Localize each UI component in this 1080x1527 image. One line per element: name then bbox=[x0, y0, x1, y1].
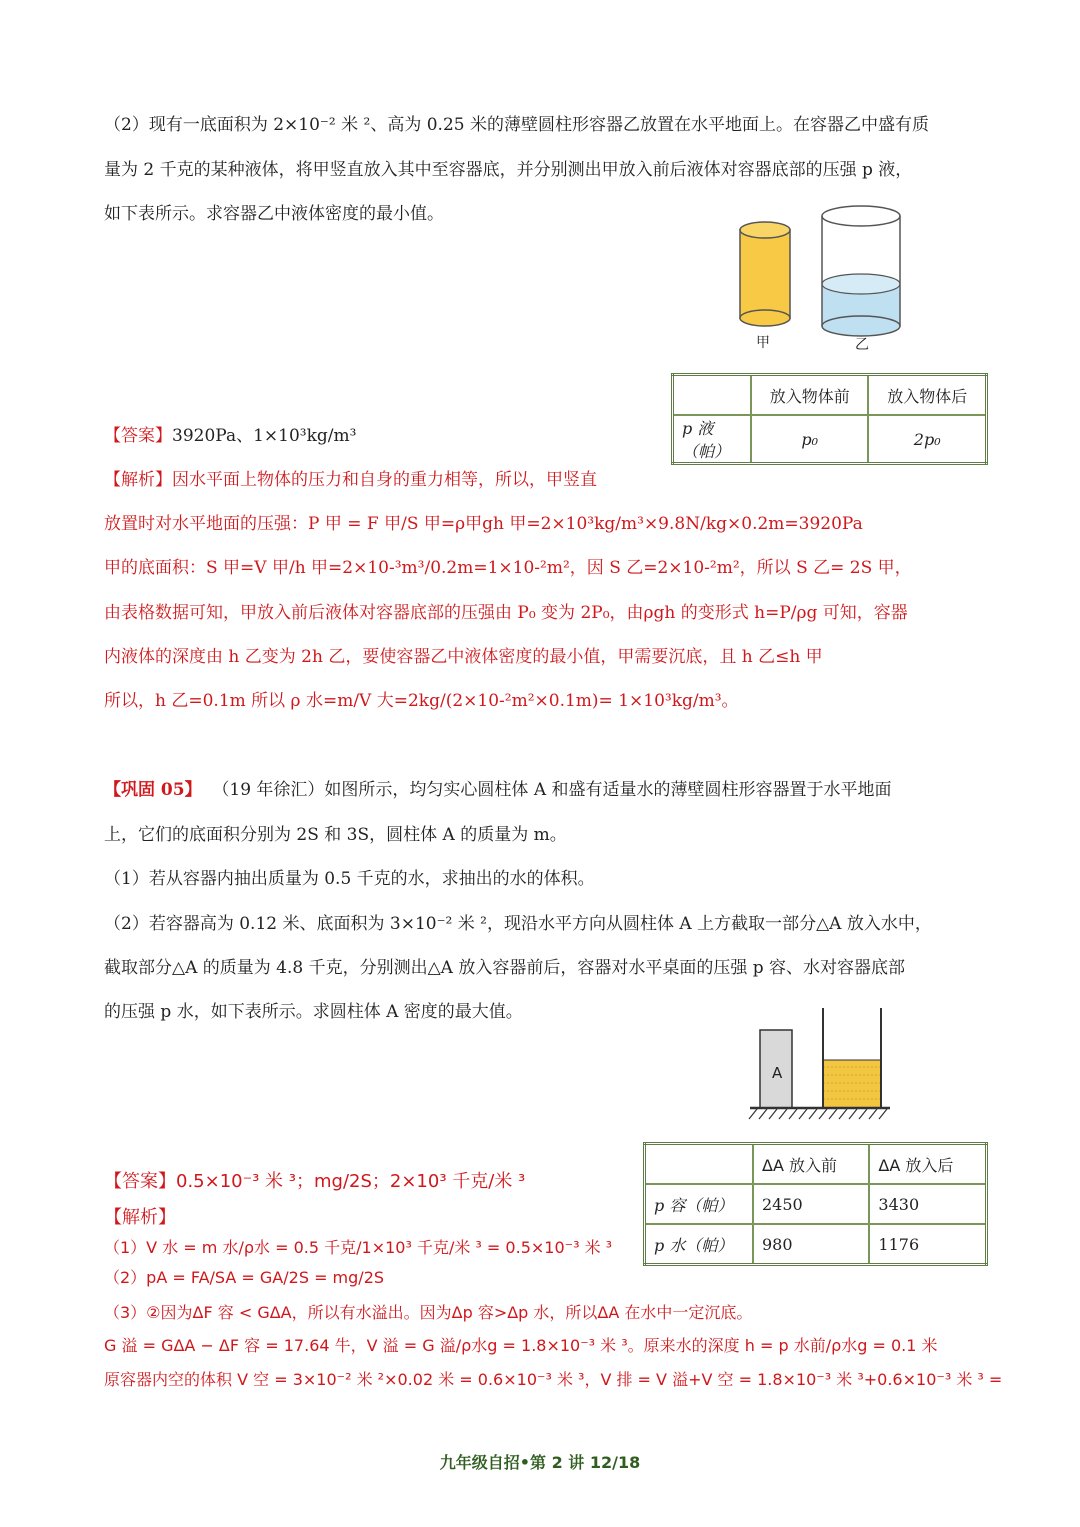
analysis1-line-5: 内液体的深度由 h 乙变为 2h 乙，要使容器乙中液体密度的最小值，甲需要沉底，且 h 乙≤h 甲 bbox=[104, 647, 823, 667]
table1-row-label: p 液（帕） bbox=[673, 415, 752, 464]
table1-header-before: 放入物体前 bbox=[751, 375, 868, 416]
analysis1-line-2: 放置时对水平地面的压强：P 甲 = F 甲/S 甲=ρ甲gh 甲=2×10³kg/m³×9.8N/kg×0.2m=3920Pa bbox=[104, 514, 863, 534]
pressure-table-1 bbox=[671, 373, 988, 465]
q05-line-2: 上，它们的底面积分别为 2S 和 3S，圆柱体 A 的质量为 m。 bbox=[104, 825, 567, 845]
analysis2-label: 【解析】 bbox=[104, 1207, 176, 1228]
q05-line-1: 【巩固 05】 （19 年徐汇）如图所示，均匀实心圆柱体 A 和盛有适量水的薄壁圆柱形容器置于水平地面 bbox=[104, 780, 892, 800]
q2-line-2: 量为 2 千克的某种液体，将甲竖直放入其中至容器底，并分别测出甲放入前后液体对容器底部的压强 p 液， bbox=[104, 160, 913, 180]
analysis2-line-4: G 溢 = GΔA − ΔF 容 = 17.64 牛，V 溢 = G 溢/ρ水g = 1.8×10⁻³ 米 ³。原来水的深度 h = p 水前/ρ水g = 0.1 米 bbox=[104, 1336, 938, 1355]
analysis1-line-6: 所以，h 乙=0.1m 所以 ρ 水=m/V 大=2kg/(2×10-²m²×0.1m)= 1×10³kg/m³。 bbox=[104, 691, 739, 711]
q05-line-4: （2）若容器高为 0.12 米、底面积为 3×10⁻² 米 ²，现沿水平方向从圆柱体 A 上方截取一部分△A 放入水中， bbox=[104, 914, 932, 934]
cylinder-jia bbox=[740, 230, 790, 318]
block-container-figure bbox=[745, 1005, 895, 1125]
analysis2-line-2: （2）pA = FA/SA = GA/2S = mg/2S bbox=[104, 1268, 385, 1287]
table2-header-before: ΔA 放入前 bbox=[753, 1144, 869, 1185]
q05-line-3: （1）若从容器内抽出质量为 0.5 千克的水，求抽出的水的体积。 bbox=[104, 869, 595, 889]
answer1-label: 【答案】 bbox=[104, 426, 172, 446]
answer1-value: 3920Pa、1×10³kg/m³ bbox=[172, 426, 357, 446]
analysis1-line-1: 【解析】因水平面上物体的压力和自身的重力相等，所以，甲竖直 bbox=[104, 470, 597, 490]
table1-before: p₀ bbox=[751, 415, 868, 464]
q2-line-3: 如下表所示。求容器乙中液体密度的最小值。 bbox=[104, 204, 444, 224]
label-yi: 乙 bbox=[855, 337, 869, 353]
table-row: p 水（帕） 980 1176 bbox=[645, 1224, 987, 1265]
container-yi bbox=[822, 206, 900, 226]
analysis2-line-5: 原容器内空的体积 V 空 = 3×10⁻² 米 ²×0.02 米 = 0.6×10⁻³ 米 ³，V 排 = V 溢+V 空 = 1.8×10⁻³ 米 ³+0.6×10⁻³ 米 ³ = bbox=[104, 1370, 1003, 1389]
table2-header-after: ΔA 放入后 bbox=[869, 1144, 986, 1185]
table-row: p 容（帕） 2450 3430 bbox=[645, 1184, 987, 1224]
label-jia: 甲 bbox=[756, 335, 770, 351]
q05-tag: 【巩固 05】 bbox=[104, 780, 202, 800]
answer2-value: 0.5×10⁻³ 米 ³；mg/2S；2×10³ 千克/米 ³ bbox=[176, 1171, 526, 1192]
q05-line-6: 的压强 p 水，如下表所示。求圆柱体 A 密度的最大值。 bbox=[104, 1002, 523, 1022]
analysis1-line-3: 甲的底面积：S 甲=V 甲/h 甲=2×10-³m³/0.2m=1×10-²m²，因 S 乙=2×10-²m²，所以 S 乙= 2S 甲， bbox=[104, 558, 912, 578]
analysis1-line-4: 由表格数据可知，甲放入前后液体对容器底部的压强由 P₀ 变为 2P₀，由ρgh 的变形式 h=P/ρg 可知，容器 bbox=[104, 603, 908, 623]
pressure-table-2 bbox=[643, 1142, 988, 1266]
q05-line-5: 截取部分△A 的质量为 4.8 千克，分别测出△A 放入容器前后，容器对水平桌面的压强 p 容、水对容器底部 bbox=[104, 958, 906, 978]
answer2-line bbox=[104, 1170, 525, 1194]
answer1-line bbox=[104, 424, 356, 448]
page-footer: 九年级自招•第 2 讲 12/18 bbox=[439, 1453, 641, 1472]
q2-line-1: （2）现有一底面积为 2×10⁻² 米 ²、高为 0.25 米的薄壁圆柱形容器乙放置在水平地面上。在容器乙中盛有质 bbox=[104, 115, 929, 135]
analysis2-line-1: （1）V 水 = m 水/ρ水 = 0.5 千克/1×10³ 千克/米 ³ = 0.5×10⁻³ 米 ³ bbox=[104, 1238, 613, 1257]
table1-header-after: 放入物体后 bbox=[868, 375, 986, 416]
table1-after: 2p₀ bbox=[868, 415, 986, 464]
answer2-label: 【答案】 bbox=[104, 1171, 176, 1192]
label-a: A bbox=[772, 1064, 783, 1082]
analysis2-line-3: （3）②因为ΔF 容 < GΔA，所以有水溢出。因为Δp 容>Δp 水，所以ΔA 在水中一定沉底。 bbox=[104, 1303, 753, 1322]
